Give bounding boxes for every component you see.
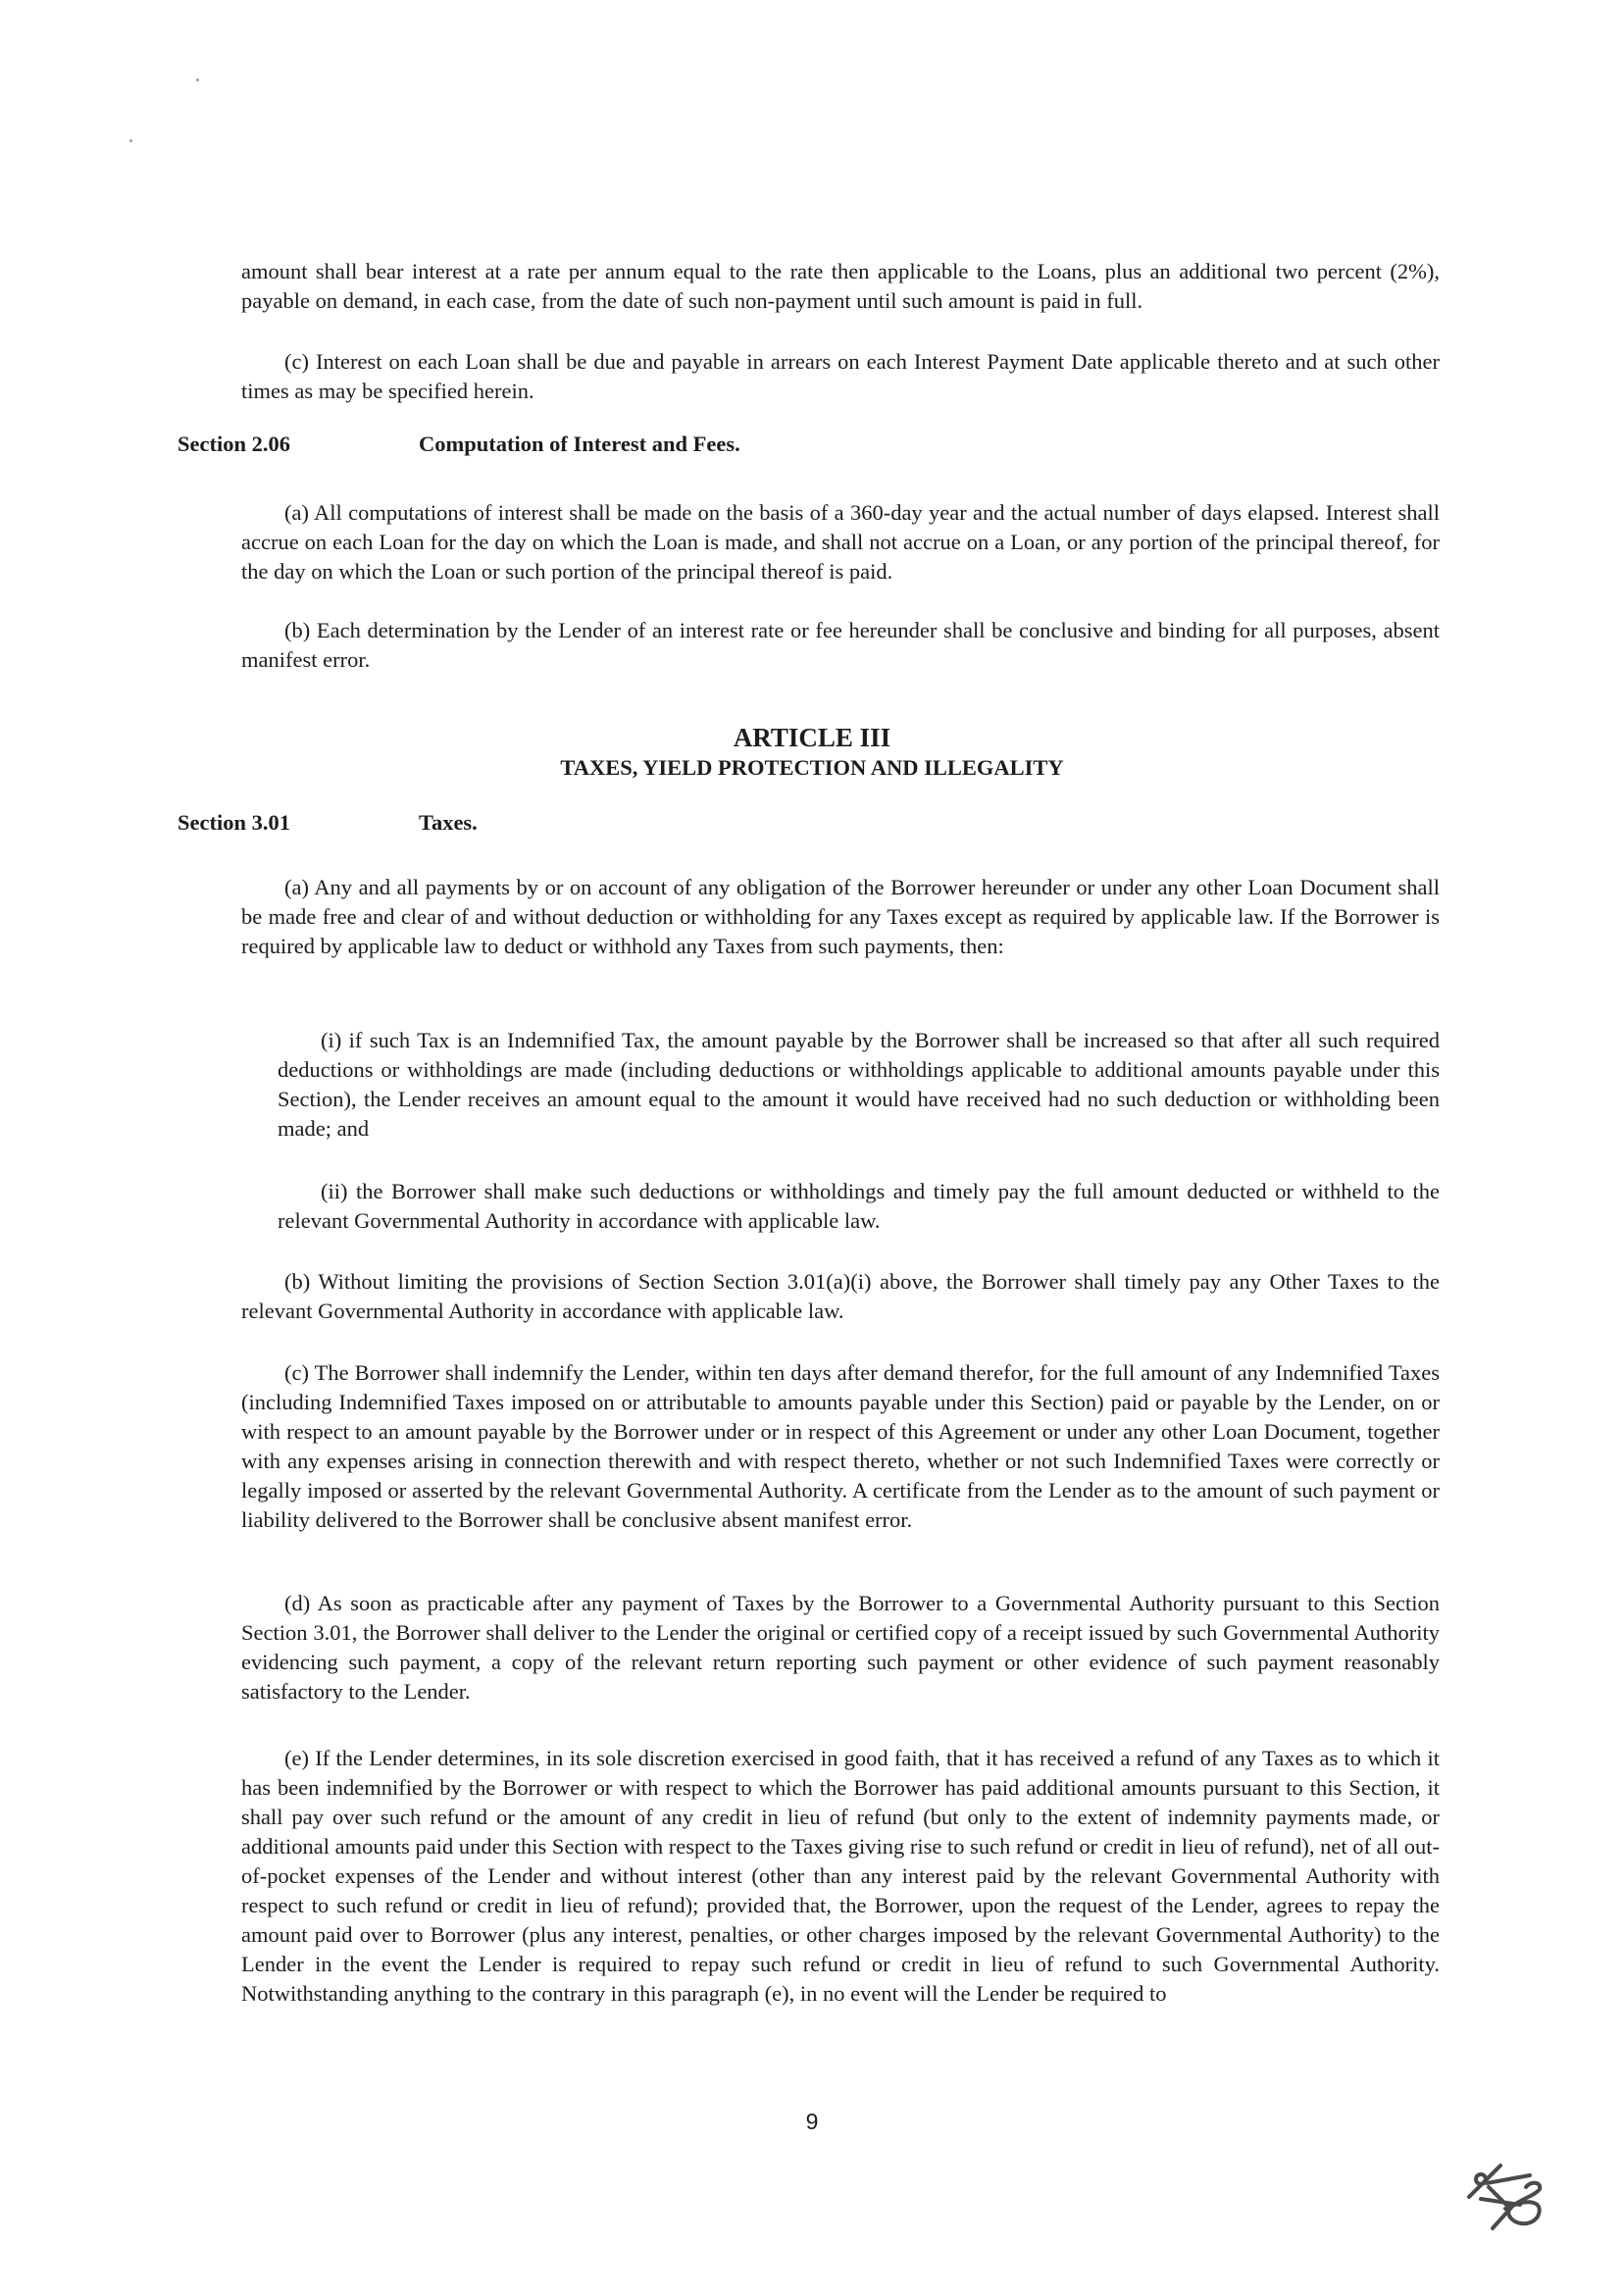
paragraph-2-06-a: (a) All computations of interest shall be made on the basis of a 360-day year and the actual number of days elapsed. Interest shall accrue on each Loan for the day on which the Loan is made, and shall not accrue on a Loan, or any portion of the principal thereof, for the day on which the Loan or such portion of the principal thereof is paid. bbox=[241, 500, 1440, 584]
scan-speck bbox=[196, 78, 199, 81]
scan-speck bbox=[129, 139, 132, 142]
paragraph-3-01-a-ii: (ii) the Borrower shall make such deductions or withholdings and timely pay the full amount deducted or withheld to the relevant Governmental Authority in accordance with applicable law. bbox=[278, 1179, 1440, 1233]
section-title: Taxes. bbox=[419, 810, 478, 835]
paragraph-3-01-b: (b) Without limiting the provisions of Section Section 3.01(a)(i) above, the Borrower shall timely pay any Other Taxes to the relevant Governmental Authority in accordance with applicable law. bbox=[241, 1269, 1440, 1323]
section-number: Section 2.06 bbox=[178, 432, 290, 456]
section-title: Computation of Interest and Fees. bbox=[419, 432, 740, 456]
paragraph-3-01-d: (d) As soon as practicable after any payment of Taxes by the Borrower to a Governmental Authority pursuant to this Section Section 3.01, the Borrower shall deliver to the Lender the original or certified copy of a receipt issued by such Governmental Authority evidencing such payment, a copy of the relevant return reporting such payment or other evidence of such payment reasonably satisfactory to the Lender. bbox=[241, 1591, 1440, 1704]
section-number: Section 3.01 bbox=[178, 810, 290, 835]
section-heading-2-06 bbox=[178, 432, 740, 457]
paragraph-3-01-a-i: (i) if such Tax is an Indemnified Tax, the amount payable by the Borrower shall be increased so that after all such required deductions or withholdings are made (including deductions or withholdings applicable to additional amounts payable under this Section), the Lender receives an amount equal to the amount it would have received had no such deduction or withholding been made; and bbox=[278, 1028, 1440, 1141]
paragraph-3-01-c: (c) The Borrower shall indemnify the Lender, within ten days after demand therefor, for the full amount of any Indemnified Taxes (including Indemnified Taxes imposed on or attributable to amounts payable under this Section) paid or payable by the Lender, on or with respect to an amount payable by the Borrower under or in respect of this Agreement or under any other Loan Document, together with any expenses arising in connection therewith and with respect thereto, whether or not such Indemnified Taxes were correctly or legally imposed or asserted by the relevant Governmental Authority. A certificate from the Lender as to the amount of such payment or liability delivered to the Borrower shall be conclusive absent manifest error. bbox=[241, 1360, 1440, 1532]
article-subtitle: TAXES, YIELD PROTECTION AND ILLEGALITY bbox=[560, 755, 1064, 780]
section-heading-3-01 bbox=[178, 810, 478, 836]
signature-initials-icon bbox=[1451, 2148, 1559, 2236]
article-title: ARTICLE III bbox=[733, 723, 891, 752]
paragraph-2-05-c: (c) Interest on each Loan shall be due and payable in arrears on each Interest Payment Date applicable thereto and at such other times as may be specified herein. bbox=[241, 349, 1440, 403]
paragraph-2-06-b: (b) Each determination by the Lender of an interest rate or fee hereunder shall be conclusive and binding for all purposes, absent manifest error. bbox=[241, 618, 1440, 672]
paragraph-continuation: amount shall bear interest at a rate per annum equal to the rate then applicable to the Loans, plus an additional two percent (2%), payable on demand, in each case, from the date of such non-payment until such amount is paid in full. bbox=[241, 259, 1440, 313]
paragraph-3-01-a: (a) Any and all payments by or on account of any obligation of the Borrower hereunder or under any other Loan Document shall be made free and clear of and without deduction or withholding for any Taxes except as required by applicable law. If the Borrower is required by applicable law to deduct or withhold any Taxes from such payments, then: bbox=[241, 875, 1440, 958]
paragraph-3-01-e: (e) If the Lender determines, in its sole discretion exercised in good faith, that it has received a refund of any Taxes as to which it has been indemnified by the Borrower or with respect to which the Borrower has paid additional amounts pursuant to this Section, it shall pay over such refund or the amount of any credit in lieu of refund (but only to the extent of indemnity payments made, or additional amounts paid under this Section with respect to the Taxes giving rise to such refund or credit in lieu of refund), net of all out-of-pocket expenses of the Lender and without interest (other than any interest paid by the relevant Governmental Authority with respect to such refund or credit in lieu of refund); provided that, the Borrower, upon the request of the Lender, agrees to repay the amount paid over to Borrower (plus any interest, penalties, or other charges imposed by the relevant Governmental Authority) to the Lender in the event the Lender is required to repay such refund or credit in lieu of refund to such Governmental Authority. Notwithstanding anything to the contrary in this paragraph (e), in no event will the Lender be required to bbox=[241, 1746, 1440, 2006]
page-number: 9 bbox=[805, 2109, 819, 2134]
